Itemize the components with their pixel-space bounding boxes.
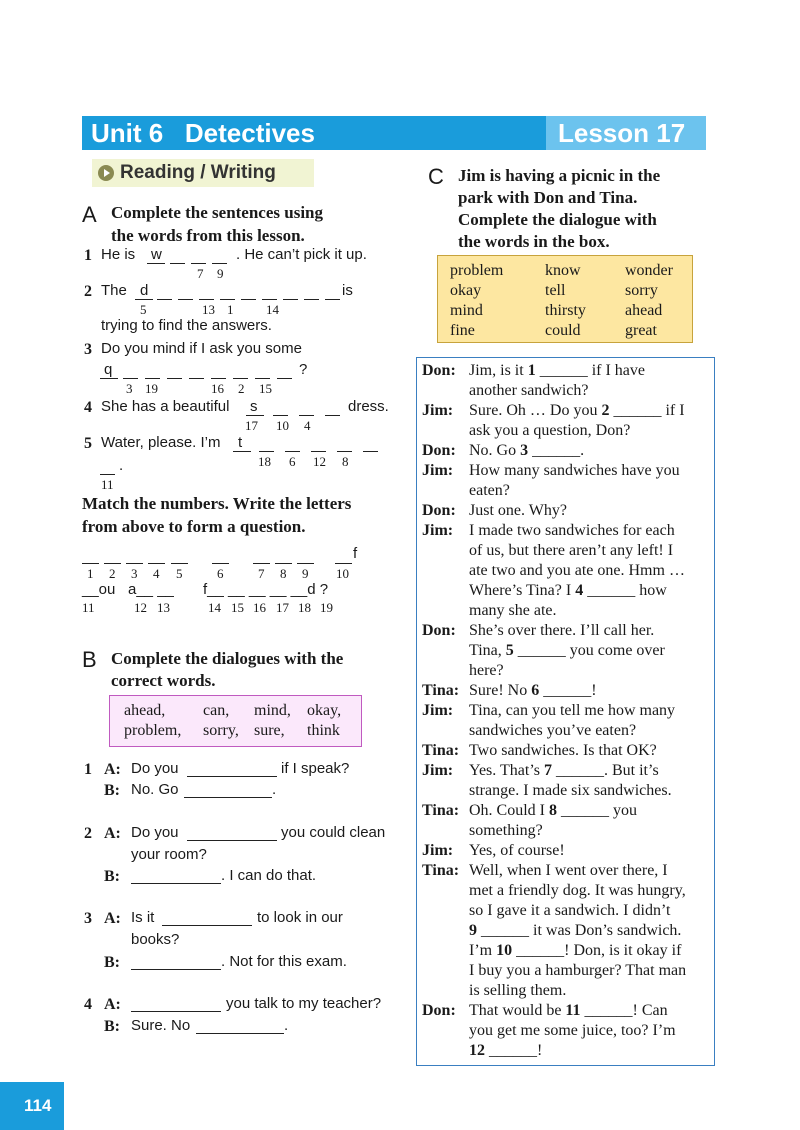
item-number: 3	[84, 341, 92, 358]
section-badge-label: Reading / Writing	[120, 162, 276, 183]
dialogue-line: another sandwich?	[469, 382, 589, 399]
letter-blank[interactable]	[273, 415, 288, 416]
item-number: 1	[84, 247, 92, 264]
letter-blank[interactable]	[199, 299, 214, 300]
letter-blank[interactable]	[325, 415, 340, 416]
letter-blank[interactable]	[189, 378, 204, 379]
item-text: He is	[101, 246, 136, 263]
letter-blank[interactable]	[123, 378, 138, 379]
dialogue-line: is selling them.	[469, 982, 567, 999]
letter-blank[interactable]	[100, 378, 118, 379]
code-number: 10	[336, 566, 349, 581]
item-number: 3	[84, 910, 92, 927]
letter-blank[interactable]	[147, 263, 165, 264]
speaker-label: B:	[104, 868, 120, 885]
letter-blank[interactable]	[259, 451, 274, 452]
dialogue-speaker: Jim:	[422, 842, 454, 859]
dialogue-line: ate two and you ate one. Hmm …	[469, 562, 685, 579]
speaker-label: A:	[104, 761, 121, 778]
dialogue-line: Tina, can you tell me how many	[469, 702, 676, 719]
word: fine	[450, 322, 475, 339]
blank-number: 4	[575, 582, 584, 599]
word: problem	[450, 262, 504, 279]
dialogue-line: of us, but there aren’t any left! I	[469, 542, 674, 559]
dialogue-line: Just one. Why?	[469, 502, 567, 519]
blank-number: 6	[531, 682, 540, 699]
code-number: 4	[153, 566, 160, 581]
item-text: is	[342, 282, 353, 299]
dialogue-line: ask you a question, Don?	[469, 422, 631, 439]
word: ahead	[625, 302, 663, 319]
letter-code: 18	[258, 454, 271, 469]
item-number: 2	[84, 825, 92, 842]
letter-blank[interactable]	[285, 451, 300, 452]
speaker-label: B:	[104, 1018, 120, 1035]
dialogue-box	[416, 357, 715, 1066]
item-text: Water, please. I’m	[101, 434, 221, 451]
letter-code: 4	[304, 418, 311, 433]
code-blank[interactable]	[126, 563, 143, 564]
speaker-label: A:	[104, 996, 121, 1013]
letter-blank[interactable]	[299, 415, 314, 416]
given-letter: s	[250, 398, 258, 415]
answer-blank[interactable]	[162, 925, 252, 926]
code-blank[interactable]	[335, 563, 352, 564]
item-number: 1	[84, 761, 92, 778]
code-blank[interactable]	[148, 563, 165, 564]
section-b-letter: B	[82, 647, 97, 672]
blank-number: 7	[543, 762, 552, 779]
dialogue-line: met a friendly dog. It was hungry,	[469, 882, 686, 899]
dialogue-speaker: Jim:	[422, 522, 454, 539]
item-number: 4	[84, 996, 92, 1013]
answer-blank[interactable]	[131, 883, 221, 884]
dialogue-speaker: Don:	[422, 442, 456, 459]
dialogue-line: 9 ______ it was Don’s sandwich.	[469, 922, 682, 939]
dialogue-line: No. Go 3 ______.	[469, 442, 585, 459]
letter-blank[interactable]	[178, 299, 193, 300]
line-text: Do you	[131, 760, 179, 777]
match-instruction-2: from above to form a question.	[82, 517, 306, 536]
word: think	[307, 722, 340, 739]
dialogue-line: Two sandwiches. Is that OK?	[469, 742, 657, 759]
code-blank[interactable]	[212, 563, 229, 564]
letter-blank[interactable]	[255, 378, 270, 379]
dialogue-speaker: Tina:	[422, 742, 460, 759]
letter-code: 10	[276, 418, 289, 433]
section-badge	[92, 159, 314, 187]
speaker-label: A:	[104, 910, 121, 927]
dialogue-line: That would be 11 ______! Can	[469, 1002, 668, 1019]
letter-blank[interactable]	[100, 474, 115, 475]
dialogue-speaker: Jim:	[422, 762, 454, 779]
word: okay	[450, 282, 482, 299]
dialogue-speaker: Tina:	[422, 802, 460, 819]
letter-blank[interactable]	[311, 451, 326, 452]
item-text: .	[119, 457, 124, 474]
section-c-title-2: park with Don and Tina.	[458, 188, 638, 207]
unit-header	[82, 116, 706, 150]
section-a-title-1: Complete the sentences using	[111, 203, 324, 222]
line-text: .	[272, 781, 277, 798]
given-letter: t	[238, 434, 243, 451]
blank-number: 8	[549, 802, 557, 819]
answer-blank[interactable]	[187, 840, 277, 841]
dialogue-line: Jim, is it 1 ______ if I have	[469, 362, 645, 379]
speaker-label: B:	[104, 782, 120, 799]
code-number: 6	[217, 566, 224, 581]
dialogue-speaker: Don:	[422, 1002, 456, 1019]
item-text: dress.	[348, 398, 389, 415]
letter-blank[interactable]	[135, 299, 153, 300]
letter-code: 6	[289, 454, 296, 469]
letter-blank[interactable]	[283, 299, 298, 300]
code-number: 1	[87, 566, 94, 581]
line-text: Sure. No	[131, 1017, 191, 1034]
dialogue-speaker: Don:	[422, 502, 456, 519]
code-number: 15	[231, 600, 244, 615]
letter-code: 17	[245, 418, 258, 433]
speaker-label: A:	[104, 825, 121, 842]
word: problem,	[124, 722, 182, 739]
word: okay,	[307, 702, 342, 719]
item-text: . He can’t pick it up.	[236, 246, 367, 263]
dialogue-line: Sure! No 6 ______!	[469, 682, 597, 699]
line-text: to look in our	[257, 909, 343, 926]
word: tell	[545, 282, 566, 299]
item-text: Do you mind if I ask you some	[101, 340, 302, 357]
letter-blank[interactable]	[337, 451, 352, 452]
dialogue-line: She’s over there. I’ll call her.	[469, 622, 655, 639]
dialogue-line: something?	[469, 822, 543, 839]
blank-number: 9	[469, 922, 477, 939]
section-c-title-1: Jim is having a picnic in the	[458, 166, 661, 185]
letter-code: 7	[197, 266, 204, 281]
page-number: 114	[0, 1082, 64, 1130]
letter-blank[interactable]	[167, 378, 182, 379]
answer-blank[interactable]	[187, 776, 277, 777]
code-word: a__ __	[128, 581, 174, 598]
dialogue-line: I made two sandwiches for each	[469, 522, 675, 539]
line-text: Is it	[131, 909, 155, 926]
section-a-letter: A	[82, 202, 97, 227]
item-text: The	[101, 282, 127, 299]
letter-code: 1	[227, 302, 234, 317]
dialogue-line: eaten?	[469, 482, 510, 499]
given-letter: q	[104, 361, 113, 378]
dialogue-speaker: Tina:	[422, 682, 460, 699]
letter-code: 9	[217, 266, 224, 281]
word: ahead,	[124, 702, 166, 719]
dialogue-line: so I gave it a sandwich. I didn’t	[469, 902, 671, 919]
line-text: No. Go	[131, 781, 179, 798]
line-text: your room?	[131, 846, 207, 863]
item-number: 5	[84, 435, 92, 452]
dialogue-speaker: Don:	[422, 622, 456, 639]
letter-blank[interactable]	[363, 451, 378, 452]
section-c-letter: C	[428, 164, 444, 189]
dialogue-line: 12 ______!	[469, 1042, 543, 1059]
section-c-title-3: Complete the dialogue with	[458, 210, 657, 229]
blank-number: 3	[520, 442, 529, 459]
letter-blank[interactable]	[246, 415, 264, 416]
letter-blank[interactable]	[241, 299, 256, 300]
letter-blank[interactable]	[325, 299, 340, 300]
section-b-title-1: Complete the dialogues with the	[111, 649, 344, 668]
word: sorry	[625, 282, 658, 299]
word-box-c	[437, 255, 693, 343]
code-number: 9	[302, 566, 309, 581]
answer-blank[interactable]	[184, 797, 272, 798]
dialogue-line: Sure. Oh … Do you 2 ______ if I	[469, 402, 685, 419]
code-number: 8	[280, 566, 287, 581]
code-blank[interactable]	[275, 563, 292, 564]
letter-blank[interactable]	[145, 378, 160, 379]
letter-blank[interactable]	[212, 263, 227, 264]
letter-code: 14	[266, 302, 279, 317]
word: sure,	[254, 722, 285, 739]
letter-code: 15	[259, 381, 272, 396]
dialogue-line: Tina, 5 ______ you come over	[469, 642, 665, 659]
word: can,	[203, 702, 230, 719]
letter-blank[interactable]	[233, 451, 251, 452]
word: thirsty	[545, 302, 586, 319]
code-number: 16	[253, 600, 266, 615]
dialogue-line: Yes, of course!	[469, 842, 565, 859]
section-c-title-4: the words in the box.	[458, 232, 610, 251]
word: mind,	[254, 702, 291, 719]
item-number: 2	[84, 283, 92, 300]
letter-blank[interactable]	[233, 378, 248, 379]
blank-number: 2	[601, 402, 610, 419]
item-text: She has a beautiful	[101, 398, 230, 415]
answer-blank[interactable]	[131, 1011, 221, 1012]
given-letter: d	[140, 282, 149, 299]
letter-code: 3	[126, 381, 133, 396]
letter-code: 11	[101, 477, 114, 492]
dialogue-speaker: Jim:	[422, 462, 454, 479]
letter-blank[interactable]	[220, 299, 235, 300]
code-number: 12	[134, 600, 147, 615]
line-text: you could clean	[281, 824, 386, 841]
dialogue-line: How many sandwiches have you	[469, 462, 680, 479]
letter-blank[interactable]	[304, 299, 319, 300]
letter-blank[interactable]	[262, 299, 277, 300]
dialogue-line: strange. I made six sandwiches.	[469, 782, 672, 799]
dialogue-line: you get me some juice, too? I’m	[469, 1022, 676, 1039]
given-letter: w	[151, 246, 162, 263]
dialogue-line: many she ate.	[469, 602, 557, 619]
unit-title: Unit 6 Detectives	[91, 118, 315, 148]
dialogue-line: Oh. Could I 8 ______ you	[469, 802, 637, 819]
blank-number: 5	[505, 642, 514, 659]
blank-number: 1	[527, 362, 536, 379]
line-text: if I speak?	[281, 760, 350, 777]
dialogue-line: Yes. That’s 7 ______. But it’s	[469, 762, 659, 779]
letter-code: 12	[313, 454, 326, 469]
letter-blank[interactable]	[211, 378, 226, 379]
line-text: . Not for this exam.	[221, 953, 347, 970]
code-number: 7	[258, 566, 265, 581]
word: could	[545, 322, 581, 339]
word: great	[625, 322, 657, 339]
line-text: you talk to my teacher?	[226, 995, 382, 1012]
letter-blank[interactable]	[191, 263, 206, 264]
code-letter: f	[353, 545, 358, 562]
code-blank[interactable]	[82, 563, 99, 564]
word-box-b	[109, 695, 362, 747]
blank-number: 12	[469, 1042, 485, 1059]
dialogue-speaker: Tina:	[422, 862, 460, 879]
lesson-title: Lesson 17	[546, 116, 706, 150]
letter-blank[interactable]	[277, 378, 292, 379]
dialogue-line: sandwiches you’ve eaten?	[469, 722, 637, 739]
code-number: 3	[131, 566, 138, 581]
word: sorry,	[203, 722, 239, 739]
dialogue-line: I’m 10 ______! Don, is it okay if	[469, 942, 682, 959]
blank-number: 11	[565, 1002, 581, 1019]
letter-blank[interactable]	[170, 263, 185, 264]
item-text: trying to find the answers.	[101, 317, 272, 334]
code-number: 17	[276, 600, 289, 615]
letter-code: 19	[145, 381, 158, 396]
letter-code: 2	[238, 381, 245, 396]
word: wonder	[625, 262, 673, 279]
word: mind	[450, 302, 483, 319]
code-word: __ou	[82, 581, 116, 598]
blank-number: 10	[496, 942, 513, 959]
dialogue-line: Where’s Tina? I 4 ______ how	[469, 582, 667, 599]
answer-blank[interactable]	[131, 969, 221, 970]
section-a-title-2: the words from this lesson.	[111, 226, 305, 245]
letter-code: 5	[140, 302, 147, 317]
item-number: 4	[84, 399, 92, 416]
letter-code: 16	[211, 381, 224, 396]
line-text: Do you	[131, 824, 179, 841]
code-blank[interactable]	[297, 563, 314, 564]
match-instruction-1: Match the numbers. Write the letters	[82, 494, 352, 513]
speaker-label: B:	[104, 954, 120, 971]
dialogue-speaker: Don:	[422, 362, 456, 379]
dialogue-line: I buy you a hamburger? That man	[469, 962, 687, 979]
code-blank[interactable]	[171, 563, 188, 564]
code-number: 11	[82, 600, 95, 615]
line-text: . I can do that.	[221, 867, 317, 884]
letter-code: 13	[202, 302, 215, 317]
dialogue-speaker: Jim:	[422, 702, 454, 719]
dialogue-line: Well, when I went over there, I	[469, 862, 668, 879]
line-text: .	[284, 1017, 289, 1034]
code-word: f__ __ __ __ __d ?	[203, 581, 329, 598]
code-blank[interactable]	[253, 563, 270, 564]
code-number: 18	[298, 600, 311, 615]
item-text: ?	[299, 361, 308, 378]
line-text: books?	[131, 931, 180, 948]
section-b-title-2: correct words.	[111, 671, 216, 690]
answer-blank[interactable]	[196, 1033, 284, 1034]
code-number: 14	[208, 600, 221, 615]
code-number: 13	[157, 600, 170, 615]
code-blank[interactable]	[104, 563, 121, 564]
word: know	[545, 262, 581, 279]
dialogue-line: here?	[469, 662, 504, 679]
play-icon	[98, 165, 114, 181]
letter-blank[interactable]	[157, 299, 172, 300]
code-number: 19	[320, 600, 333, 615]
code-number: 5	[176, 566, 183, 581]
letter-code: 8	[342, 454, 349, 469]
dialogue-speaker: Jim:	[422, 402, 454, 419]
code-number: 2	[109, 566, 116, 581]
